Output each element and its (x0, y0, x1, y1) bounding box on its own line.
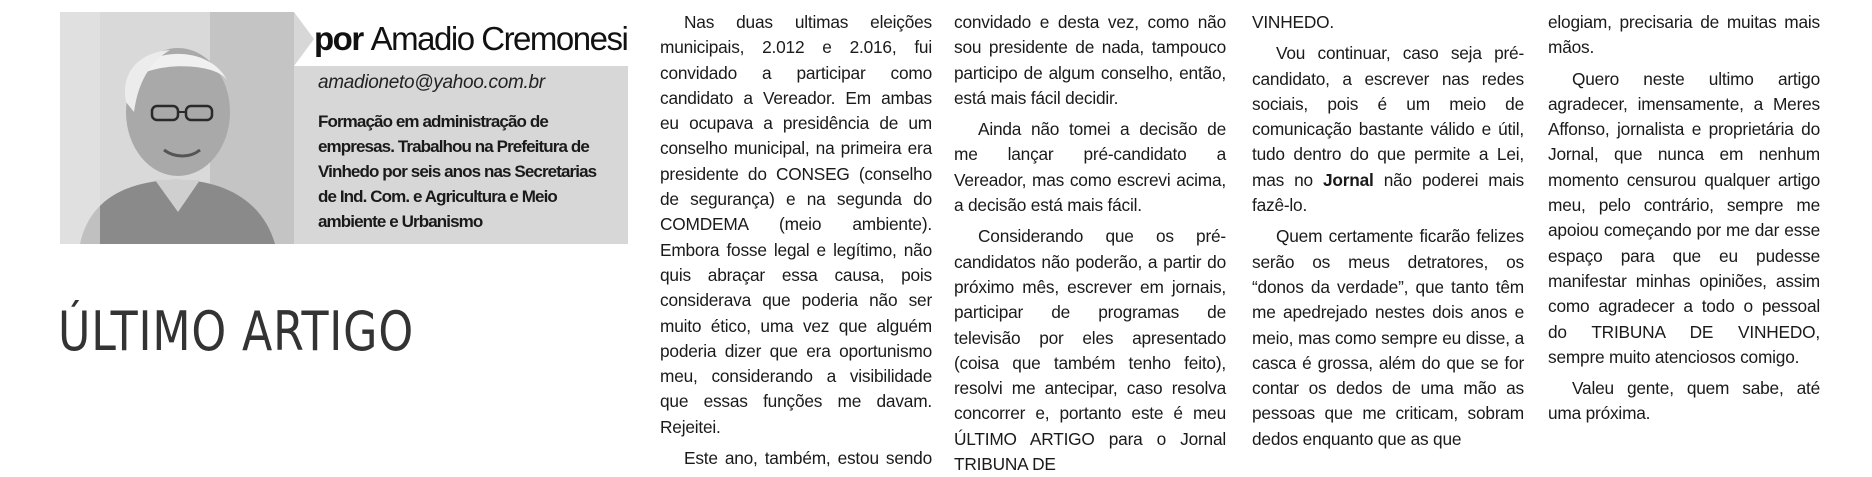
paragraph: Nas duas ultimas eleições municipais, 2.012 e 2.016, fui convidado a participar como candidato a Vereador. Em ambas eu ocupava a presidência de um conselho municipal, na primeira era presidente do CONSEG (conselho de segurança) e na segunda do COMDEMA (meio ambiente). Embora fosse legal e legítimo, não quis abraçar essa causa, pois considerava que poderia não ser muito ético, uma vez que alguém poderia dizer que era oportunismo meu, considerando a visibilidade que essas funções me davam. Rejeitei. (660, 12, 932, 437)
paragraph-text: Vou continuar, caso seja pré-candidato, a escrever nas redes sociais, pois é um meio de comunicação bastante válido e útil, tudo dentro do que permite a Lei, mas no (1252, 43, 1524, 190)
newspaper-name-bold: Jornal (1322, 169, 1374, 190)
paragraph (1252, 41, 1524, 218)
paragraph: Valeu gente, quem sabe, até uma próxima. (1548, 378, 1820, 424)
paragraph: Ainda não tomei a decisão de me lançar pré-candidato a Vereador, mas como escrevi acima, a decisão está mais fácil. (954, 119, 1226, 216)
author-name: Amadio Cremonesi (370, 20, 628, 57)
article-column-2 (954, 10, 1226, 477)
paragraph-text: não poderei mais fazê-lo. (1252, 169, 1524, 216)
byline-notch (294, 12, 314, 66)
paragraph: VINHEDO. (1252, 12, 1334, 32)
paragraph: elogiam, precisaria de muitas mais mãos. (1548, 12, 1820, 58)
paragraph: Quem certamente ficarão felizes serão os meus detratores, os “donos da verdade”, que tanto têm me apedrejado nestes dois anos e meio, mas como sempre eu disse, a casca é grossa, além do que se for contar os dedos de uma mão as pessoas que me criticam, sobram dedos enquanto que as que (1252, 226, 1524, 449)
article-column-3 (1252, 10, 1524, 452)
author-portrait-icon (60, 12, 294, 244)
article-column-1 (660, 10, 932, 471)
author-email[interactable]: amadioneto@yahoo.com.br (318, 72, 545, 93)
author-bio: Formação em administração de empresas. Trabalhou na Prefeitura de Vinhedo por seis anos nas Secretarias de Ind. Com. e Agricultura e Meio ambiente e Urbanismo (318, 112, 597, 231)
paragraph: Considerando que os pré-candidatos não poderão, a partir do próximo mês, escrever em jornais, participar de programas de televisão por eles apresentado (coisa que também tenho feito), resolvi me antecipar, caso resolva concorrer e, portanto este é meu ÚLTIMO ARTIGO para o Jornal TRIBUNA DE (954, 226, 1226, 475)
paragraph: convidado e desta vez, como não sou presidente de nada, tampouco participo de algum conselho, então, está mais fácil decidir. (954, 12, 1226, 108)
author-photo (60, 12, 294, 244)
article-headline: ÚLTIMO ARTIGO (58, 300, 414, 363)
author-byline (314, 14, 634, 64)
paragraph: Este ano, também, estou sendo (684, 448, 932, 469)
paragraph: Quero neste ultimo artigo agradecer, imensamente, a Meres Affonso, jornalista e proprietária do Jornal, que nunca em nenhum momento censurou qualquer artigo meu, pelo contrário, sempre me apoiou começando por me dar esse espaço para que eu pudesse manifestar minhas opiniões, assim como agradecer a todo o pessoal do TRIBUNA DE VINHEDO, sempre muito atenciosos comigo. (1548, 68, 1820, 367)
article-column-4 (1548, 10, 1820, 427)
by-prefix: por (314, 20, 363, 57)
